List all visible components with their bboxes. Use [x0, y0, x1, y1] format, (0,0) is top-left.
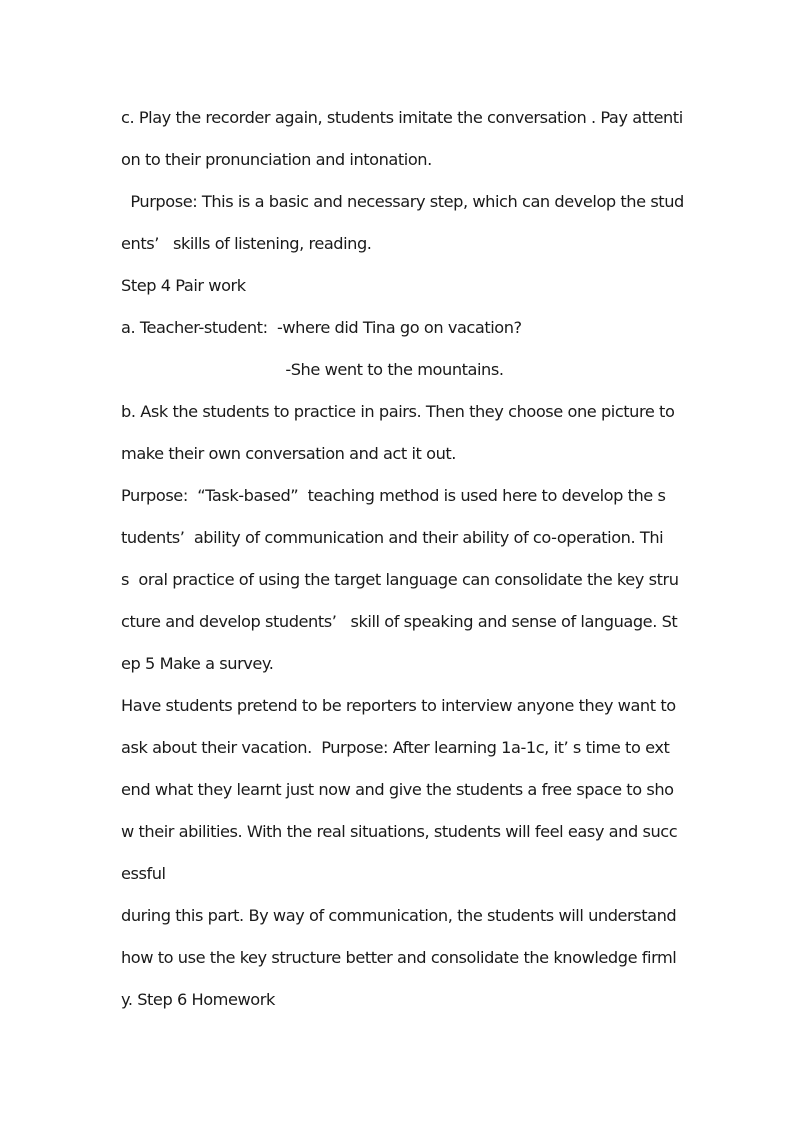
text-line: Purpose: “Task-based” teaching method is used here to develop the s	[121, 486, 666, 505]
text-line: s oral practice of using the target language can consolidate the key stru	[121, 570, 679, 589]
text-line: y. Step 6 Homework	[121, 990, 275, 1009]
text-line: make their own conversation and act it out.	[121, 444, 456, 463]
text-line: essful	[121, 864, 166, 883]
text-line: how to use the key structure better and consolidate the knowledge firml	[121, 948, 677, 967]
text-line: on to their pronunciation and intonation.	[121, 150, 432, 169]
text-line: ep 5 Make a survey.	[121, 654, 274, 673]
text-line: -She went to the mountains.	[121, 360, 504, 379]
text-line: ask about their vacation. Purpose: After learning 1a-1c, it’ s time to ext	[121, 738, 670, 757]
text-line: cture and develop students’ skill of speaking and sense of language. St	[121, 612, 678, 631]
text-line: b. Ask the students to practice in pairs. Then they choose one picture to	[121, 402, 675, 421]
text-line: ents’ skills of listening, reading.	[121, 234, 372, 253]
text-line: during this part. By way of communication, the students will understand	[121, 906, 677, 925]
text-line: end what they learnt just now and give the students a free space to sho	[121, 780, 674, 799]
text-line: w their abilities. With the real situations, students will feel easy and succ	[121, 822, 678, 841]
text-line: tudents’ ability of communication and their ability of co-operation. Thi	[121, 528, 664, 547]
text-line: a. Teacher-student: -where did Tina go on vacation?	[121, 318, 522, 337]
text-line: Step 4 Pair work	[121, 276, 246, 295]
text-line: c. Play the recorder again, students imitate the conversation . Pay attenti	[121, 108, 683, 127]
text-line: Purpose: This is a basic and necessary step, which can develop the stud	[121, 192, 684, 211]
text-line: Have students pretend to be reporters to interview anyone they want to	[121, 696, 676, 715]
